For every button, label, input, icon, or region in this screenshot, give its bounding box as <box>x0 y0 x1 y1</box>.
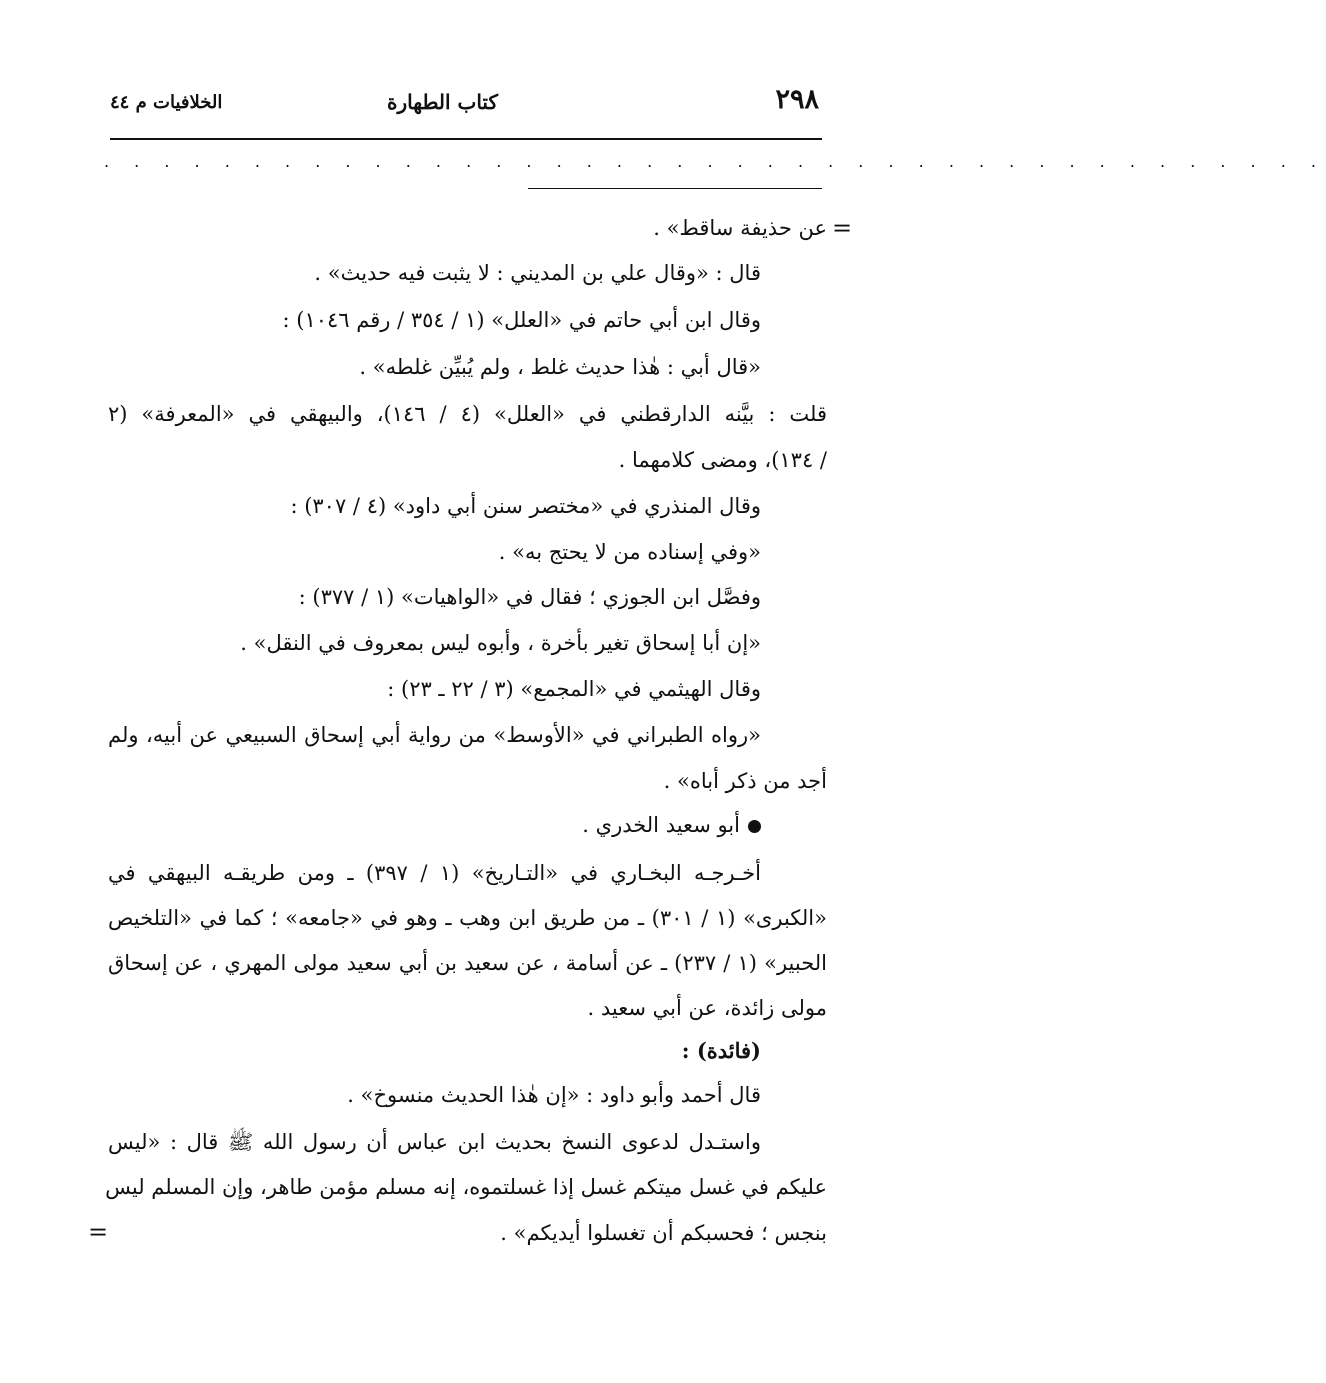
text-line: أجد من ذكر أباه» . <box>663 769 827 793</box>
text-line: قال أحمد وأبو داود : «إن هٰذا الحديث منسوخ» . <box>347 1083 761 1107</box>
text-line: وقال الهيثمي في «المجمع» (٣ / ٢٢ ـ ٢٣) : <box>387 677 761 701</box>
continuation-mark-bottom: = <box>88 1218 109 1246</box>
text-line: وقال ابن أبي حاتم في «العلل» (١ / ٣٥٤ / رقم ١٠٤٦) : <box>282 308 761 332</box>
header-rule <box>110 138 822 140</box>
book-section-title: كتاب الطهارة <box>387 90 498 114</box>
text-line: قال : «وقال علي بن المديني : لا يثبت فيه حديث» . <box>314 261 761 285</box>
text-line: عليكم في غسل ميتكم غسل إذا غسلتموه، إنه مسلم مؤمن طاهر، وإن المسلم ليس <box>105 1175 827 1199</box>
text-line: «وفي إسناده من لا يحتج به» . <box>498 540 761 564</box>
subsection-heading: أبو سعيد الخدري . <box>582 810 761 842</box>
footnote-rule <box>528 188 822 189</box>
text-line: عن حذيفة ساقط» . <box>653 216 827 240</box>
text-line: مولى زائدة، عن أبي سعيد . <box>587 996 827 1020</box>
text-line: «الكبرى» (١ / ٣٠١) ـ من طريق ابن وهب ـ وهو في «جامعه» ؛ كما في «التلخيص <box>108 906 827 930</box>
page-number: ٢٩٨ <box>775 84 819 115</box>
page-header <box>60 84 825 124</box>
text-line: قلت : بيَّنه الدارقطني في «العلل» (٤ / ١٤٦)، والبيهقي في «المعرفة» (٢ <box>108 402 827 426</box>
text-line: وقال المنذري في «مختصر سنن أبي داود» (٤ / ٣٠٧) : <box>290 494 761 518</box>
text-line: وفصَّل ابن الجوزي ؛ فقال في «الواهيات» (١ / ٣٧٧) : <box>298 585 761 609</box>
text-line: «إن أبا إسحاق تغير بأخرة ، وأبوه ليس بمعروف في النقل» . <box>240 631 761 655</box>
text-line: «قال أبي : هٰذا حديث غلط ، ولم يُبيِّن غلطه» . <box>359 355 761 379</box>
text-line: «رواه الطبراني في «الأوسط» من رواية أبي إسحاق السبيعي عن أبيه، ولم <box>108 723 761 747</box>
dotted-separator: . . . . . . . . . . . . . . . . . . . . . . . . . . . . . . . . . . . . . . . . . <box>104 152 1326 171</box>
text-line: بنجس ؛ فحسبكم أن تغسلوا أيديكم» . <box>500 1221 827 1245</box>
running-title: الخلافيات م ٤٤ <box>110 92 223 113</box>
text-line: أخـرجـه البخـاري في «التـاريخ» (١ / ٣٩٧) ـ ومن طريقـه البيهقي في <box>108 861 761 885</box>
text-line: واستـدل لدعوى النسخ بحديث ابن عباس أن رسول الله ﷺ قال : «ليس <box>108 1130 761 1154</box>
text-line: الحبير» (١ / ٢٣٧) ـ عن أسامة ، عن سعيد بن أبي سعيد مولى المهري ، عن إسحاق <box>108 951 827 975</box>
continuation-mark-top: = <box>832 214 853 242</box>
benefit-heading: (فائدة) : <box>681 1038 761 1063</box>
bullet-icon <box>748 820 761 833</box>
text-line: / ١٣٤)، ومضى كلامهما . <box>618 448 827 472</box>
